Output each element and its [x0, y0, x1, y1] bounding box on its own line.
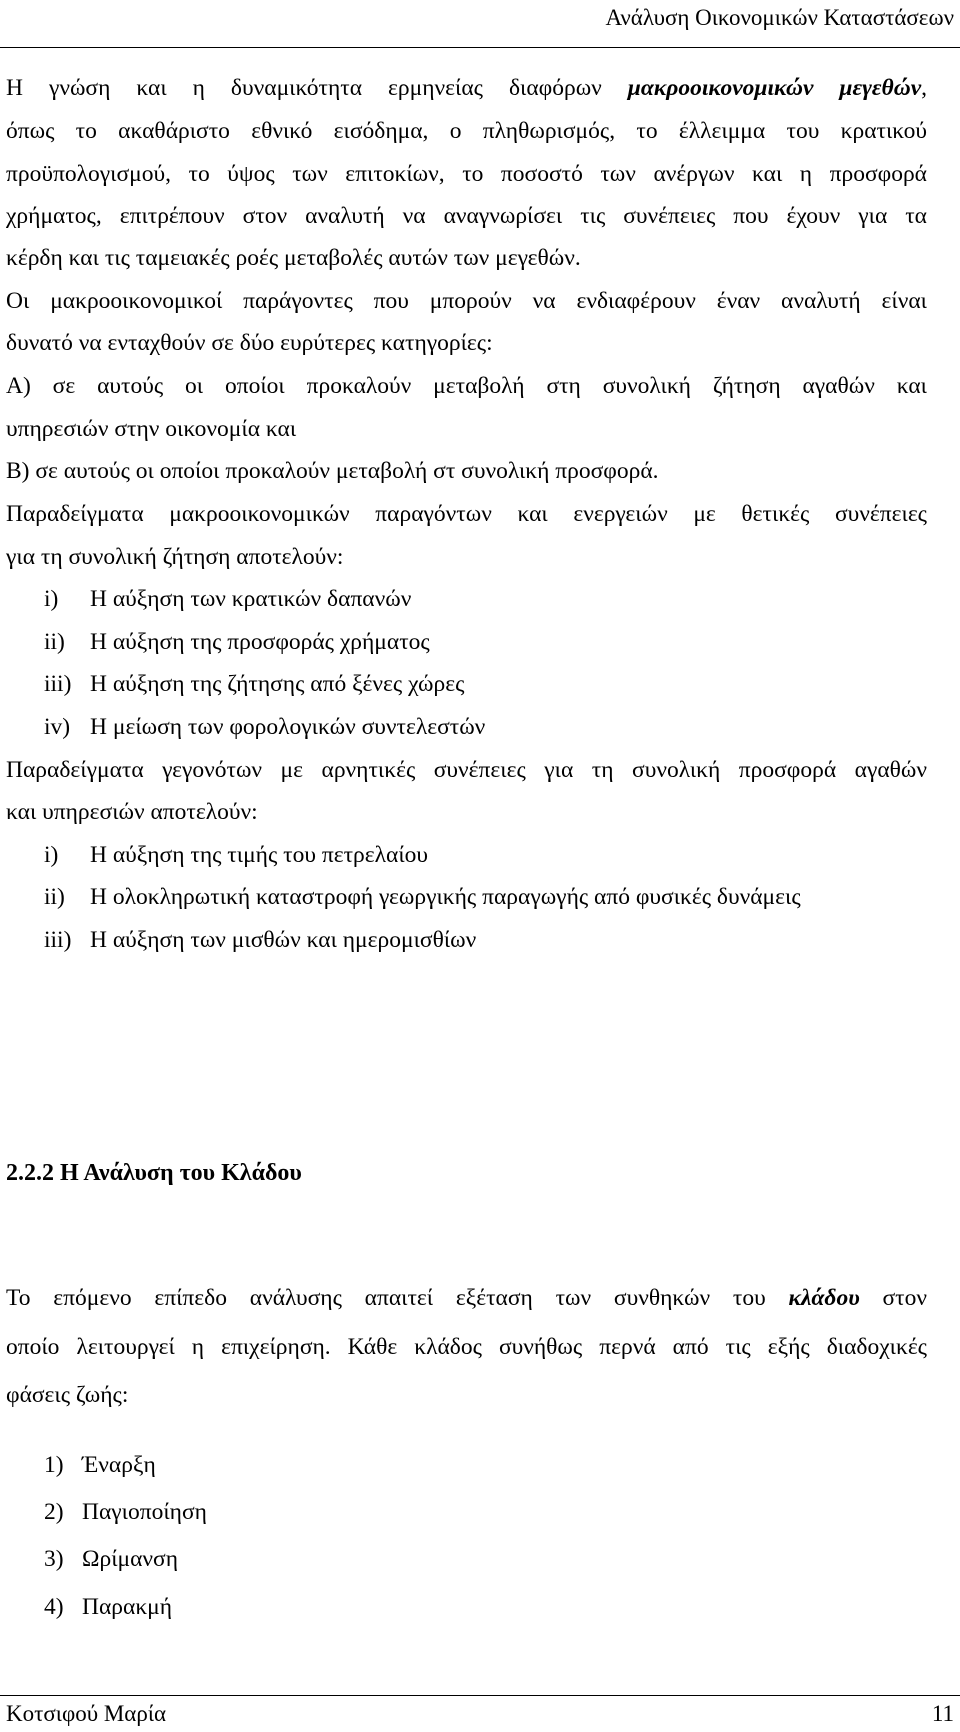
paragraph-4-line-2: και υπηρεσιών αποτελούν: — [6, 799, 258, 825]
list-item — [44, 883, 801, 911]
paragraph-3-line-1: Παραδείγματα μακροοικονομικών παραγόντων και ενεργειών με θετικές συνέπειες — [6, 501, 927, 527]
phase-item — [44, 1593, 172, 1621]
list-index: i) — [44, 586, 59, 612]
list-item-text: Η αύξηση των κρατικών δαπανών — [90, 586, 412, 612]
list-item — [44, 841, 428, 869]
category-a-line-1: Α) σε αυτούς οι οποίοι προκαλούν μεταβολή στη συνολική ζήτηση αγαθών και — [6, 373, 927, 399]
paragraph-1-line-1 — [6, 74, 927, 102]
phase-text: Ωρίμανση — [82, 1546, 179, 1572]
text-run: στον — [859, 1285, 927, 1311]
list-item-text: Η αύξηση των μισθών και ημερομισθίων — [90, 927, 477, 953]
phase-item — [44, 1451, 156, 1479]
phase-item — [44, 1498, 207, 1526]
list-item — [44, 585, 411, 613]
phase-number: 2) — [44, 1499, 64, 1525]
phase-text: Παρακμή — [82, 1594, 173, 1620]
paragraph-5-line-3: φάσεις ζωής: — [6, 1382, 129, 1408]
text-run: , — [921, 75, 928, 101]
list-index: i) — [44, 842, 59, 868]
paragraph-5-line-1 — [6, 1284, 927, 1312]
paragraph-5-line-2: οποίο λειτουργεί η επιχείρηση. Κάθε κλάδος συνήθως περνά από τις εξής διαδοχικές — [6, 1334, 927, 1360]
phase-number: 1) — [44, 1452, 64, 1478]
page-header — [0, 0, 960, 48]
phase-item — [44, 1545, 178, 1573]
list-item-text: Η ολοκληρωτική καταστροφή γεωργικής παραγωγής από φυσικές δυνάμεις — [90, 884, 801, 910]
emphasized-term: μακροοικονομικών μεγεθών — [627, 75, 922, 101]
list-item-text: Η αύξηση της τιμής του πετρελαίου — [90, 842, 429, 868]
category-b-line: Β) σε αυτούς οι οποίοι προκαλούν μεταβολή στ συνολική προσφορά. — [6, 458, 659, 484]
paragraph-1-line-3: προϋπολογισμού, το ύψος των επιτοκίων, το ποσοστό των ανέργων και η προσφορά — [6, 161, 927, 187]
list-index: iii) — [44, 927, 72, 953]
paragraph-4-line-1: Παραδείγματα γεγονότων με αρνητικές συνέπειες για τη συνολική προσφορά αγαθών — [6, 757, 927, 783]
list-index: iv) — [44, 714, 71, 740]
phase-number: 4) — [44, 1594, 64, 1620]
list-item — [44, 670, 464, 698]
paragraph-2-line-1: Οι μακροοικονομικοί παράγοντες που μπορούν να ενδιαφέρουν έναν αναλυτή είναι — [6, 288, 927, 314]
paragraph-2-line-2: δυνατό να ενταχθούν σε δύο ευρύτερες κατηγορίες: — [6, 330, 493, 356]
phase-text: Παγιοποίηση — [82, 1499, 207, 1525]
footer-author: Κοτσιφού Μαρία — [6, 1701, 167, 1726]
paragraph-3-line-2: για τη συνολική ζήτηση αποτελούν: — [6, 544, 344, 570]
list-index: ii) — [44, 884, 65, 910]
text-run: Η γνώση και η δυναμικότητα ερμηνείας διαφόρων — [6, 75, 628, 101]
list-index: ii) — [44, 629, 65, 655]
page-number: 11 — [931, 1701, 954, 1726]
list-item-text: Η αύξηση της ζήτησης από ξένες χώρες — [90, 671, 465, 697]
phase-number: 3) — [44, 1546, 64, 1572]
paragraph-1-line-5: κέρδη και τις ταμειακές ροές μεταβολές αυτών των μεγεθών. — [6, 245, 581, 271]
text-run: Το επόμενο επίπεδο ανάλυσης απαιτεί εξέταση των συνθηκών του — [6, 1285, 789, 1311]
paragraph-1-line-2: όπως το ακαθάριστο εθνικό εισόδημα, ο πληθωρισμός, το έλλειμμα του κρατικού — [6, 118, 927, 144]
paragraph-1-line-4: χρήματος, επιτρέπουν στον αναλυτή να αναγνωρίσει τις συνέπειες που έχουν για τα — [6, 203, 927, 229]
section-heading: 2.2.2 Η Ανάλυση του Κλάδου — [6, 1160, 302, 1186]
list-item-text: Η μείωση των φορολογικών συντελεστών — [90, 714, 486, 740]
page-footer — [0, 1695, 960, 1732]
running-header-title: Ανάλυση Οικονομικών Καταστάσεων — [605, 5, 954, 30]
list-item-text: Η αύξηση της προσφοράς χρήματος — [90, 629, 430, 655]
category-a-line-2: υπηρεσιών στην οικονομία και — [6, 416, 297, 442]
emphasized-term: κλάδου — [788, 1285, 860, 1311]
list-item — [44, 628, 430, 656]
list-item — [44, 713, 485, 741]
phase-text: Έναρξη — [82, 1452, 156, 1478]
list-index: iii) — [44, 671, 72, 697]
list-item — [44, 926, 476, 954]
